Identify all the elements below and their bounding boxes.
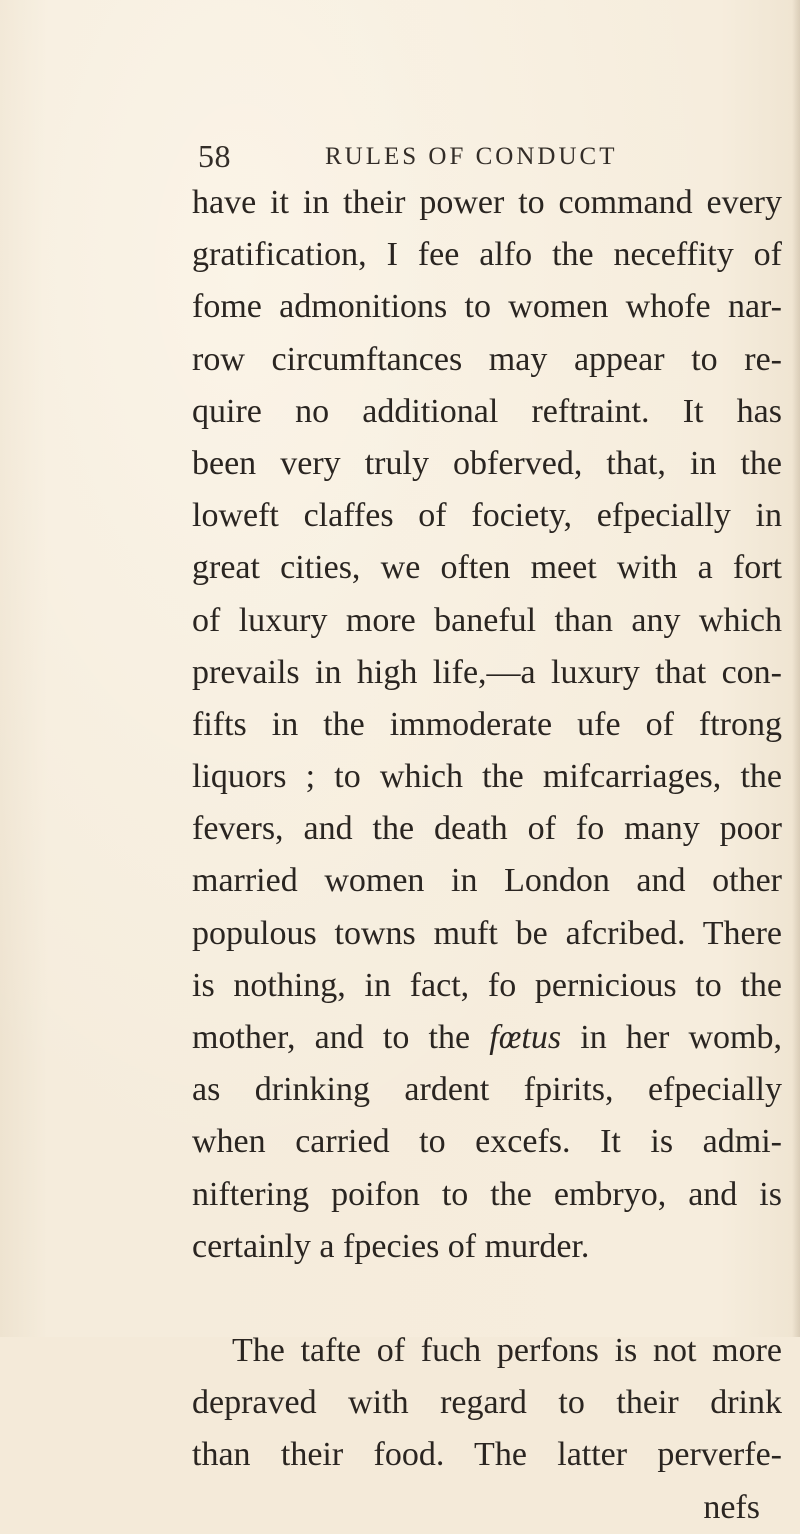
text-line: loweft claffes of fociety, efpecially in (192, 497, 782, 535)
text-line: gratification, I fee alfo the neceffity of (192, 236, 782, 274)
text-line: row circumftances may appear to re- (192, 340, 782, 378)
text-line: liquors ; to which the mifcarriages, the (192, 758, 782, 796)
text-line: The tafte of fuch perfons is not more (232, 1331, 782, 1369)
text-line: quire no additional reftraint. It has (192, 392, 782, 430)
page-edge-shadow (792, 0, 800, 1337)
text-line: as drinking ardent fpirits, efpecially (192, 1071, 782, 1109)
running-title: RULES OF CONDUCT (325, 143, 618, 170)
italic-term: fœtus (489, 1019, 562, 1056)
text-line: populous towns muft be afcribed. There (192, 914, 782, 952)
text-line: niftering poifon to the embryo, and is (192, 1175, 782, 1213)
catchword: nefs (703, 1488, 760, 1526)
text-line: is nothing, in fact, fo pernicious to the (192, 966, 782, 1004)
text-line: have it in their power to command every (192, 184, 782, 221)
text-line: when carried to excefs. It is admi- (192, 1123, 782, 1161)
text-line-with-italic (192, 1012, 782, 1064)
text-fragment: mother, and to the (192, 1019, 490, 1056)
text-line: fevers, and the death of fo many poor (192, 810, 782, 848)
text-line: fifts in the immoderate ufe of ftrong (192, 705, 782, 743)
running-head (198, 138, 658, 178)
text-line: great cities, we often meet with a fort (192, 549, 782, 587)
text-line: than their food. The latter perverfe- (192, 1436, 782, 1474)
text-line: certainly a fpecies of murder. (192, 1227, 590, 1265)
page-number: 58 (198, 138, 231, 174)
text-line: prevails in high life,—a luxury that con- (192, 653, 782, 691)
text-fragment: in her womb, (561, 1019, 782, 1056)
text-line: fome admonitions to women whofe nar- (192, 288, 782, 326)
body-text (192, 177, 782, 1534)
text-line: depraved with regard to their drink (192, 1384, 782, 1422)
text-line: of luxury more baneful than any which (192, 601, 782, 639)
paragraph-gap (192, 1273, 782, 1325)
text-line: married women in London and other (192, 862, 782, 900)
text-line: been very truly obferved, that, in the (192, 444, 782, 482)
